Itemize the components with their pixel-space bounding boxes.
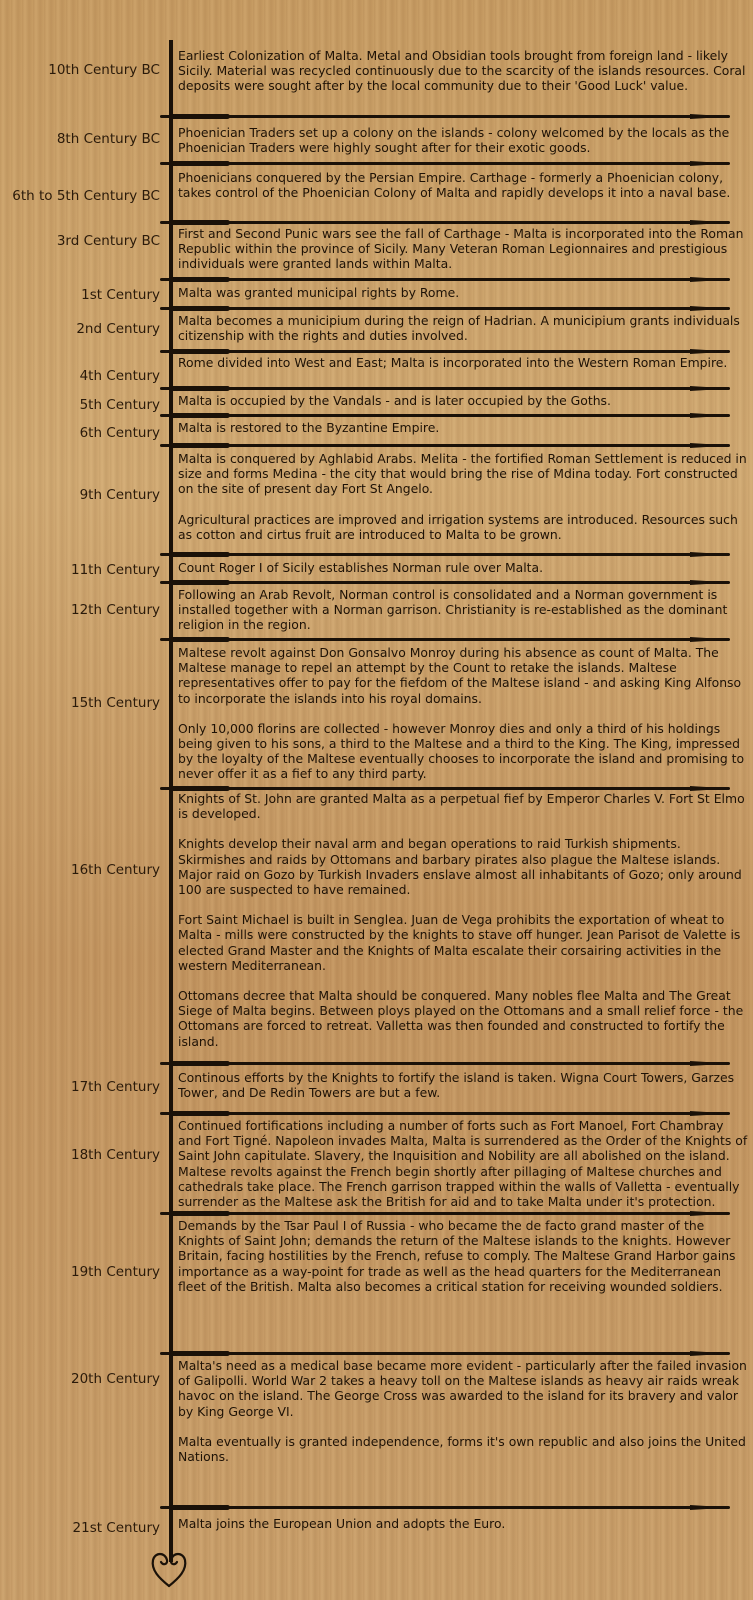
century-label: 10th Century BC — [48, 62, 160, 78]
century-label: 12th Century — [71, 602, 160, 618]
event-description — [178, 226, 750, 272]
century-label: 20th Century — [71, 1371, 160, 1387]
event-paragraph: Malta's need as a medical base became more evident - particularly after the failed invasion of Galipolli. World War 2 takes a heavy toll on the Maltese islands as heavy air raids wreak havoc on the island. The George Cross was awarded to the island for its bravery and valor by King George VI. — [178, 1358, 747, 1419]
event-description — [178, 791, 750, 1049]
event-paragraph: Earliest Colonization of Malta. Metal and Obsidian tools brought from foreign land - likely Sicily. Material was recycled continuously due to the scarcity of the islands resources. Coral deposits were sought after by the local community due to their 'Good Luck' value. — [178, 48, 746, 94]
century-label: 11th Century — [71, 562, 160, 578]
timeline-divider — [160, 1212, 730, 1215]
event-paragraph: Ottomans decree that Malta should be conquered. Many nobles flee Malta and The Great Siege of Malta begins. Between ploys played on the Ottomans and a small relief force - the Ottomans are forced to retreat. Valletta was then founded and constructed to fortify the island. — [178, 988, 744, 1049]
event-description — [178, 560, 750, 575]
event-description — [178, 1358, 750, 1464]
event-paragraph: Malta joins the European Union and adopts the Euro. — [178, 1516, 506, 1531]
timeline-divider — [160, 162, 730, 165]
event-paragraph: Malta is restored to the Byzantine Empire. — [178, 420, 440, 435]
event-description — [178, 587, 750, 633]
event-paragraph: Continous efforts by the Knights to fortify the island is taken. Wigna Court Towers, Garzes Tower, and De Redin Towers are but a few. — [178, 1070, 735, 1101]
event-description — [178, 420, 750, 435]
event-paragraph: Count Roger I of Sicily establishes Norman rule over Malta. — [178, 560, 544, 575]
event-description — [178, 645, 750, 782]
timeline-divider — [160, 444, 730, 447]
event-paragraph: Agricultural practices are improved and irrigation systems are introduced. Resources such as cotton and cirtus fruit are introduced to Malta to be grown. — [178, 511, 738, 542]
timeline-divider — [160, 221, 730, 224]
century-label: 16th Century — [71, 862, 160, 878]
event-paragraph: Malta is occupied by the Vandals - and is later occupied by the Goths. — [178, 393, 611, 408]
event-paragraph: Phoenicians conquered by the Persian Empire. Carthage - formerly a Phoenician colony, takes control of the Phoenician Colony of Malta and rapidly develops it into a naval base. — [178, 170, 731, 201]
timeline-divider — [160, 553, 730, 556]
event-paragraph: Only 10,000 florins are collected - however Monroy dies and only a third of his holdings being given to his sons, a third to the Maltese and a third to the King. The King, impressed by the loyalty of the Maltese eventually chooses to incorporate the island and promising to never offer it as a fief to any third party. — [178, 720, 745, 782]
century-label: 18th Century — [71, 1147, 160, 1163]
timeline-divider — [160, 115, 730, 118]
century-label: 4th Century — [79, 368, 160, 384]
event-description — [178, 1516, 750, 1531]
event-paragraph: Knights of St. John are granted Malta as a perpetual fief by Emperor Charles V. Fort St Elmo is developed. — [178, 791, 745, 822]
timeline-divider — [160, 1062, 730, 1065]
timeline-axis — [169, 40, 173, 1562]
event-description — [178, 393, 750, 408]
timeline-divider — [160, 278, 730, 281]
event-paragraph: Following an Arab Revolt, Norman control is consolidated and a Norman government is installed together with a Norman garrison. Christianity is re-established as the dominant religion in the region. — [178, 587, 728, 633]
timeline-divider — [160, 1112, 730, 1115]
timeline-divider — [160, 307, 730, 310]
timeline-divider — [160, 414, 730, 417]
timeline-divider — [160, 387, 730, 390]
timeline-divider — [160, 1506, 730, 1509]
event-paragraph: Knights develop their naval arm and began operations to raid Turkish shipments. Skirmishes and raids by Ottomans and barbary pirates also plague the Maltese islands. Major raid on Gozo by Turkish Invaders enslave almost all inhabitants of Gozo; only around 100 are suspected to have remained. — [178, 836, 742, 898]
event-paragraph: Continued fortifications including a number of forts such as Fort Manoel, Fort Chambray and Fort Tigné. Napoleon invades Malta, Malta is surrendered as the Order of the Knights of Saint John capitulate. Slavery, the Inquisition and Nobility are all abolished on the island. Maltese revolts against the French begin shortly after pillaging of Maltese churches and cathedrals take place. The French garrison trapped within the walls of Valletta - eventually surrender as the Maltese ask the British for aid and to take Malta under it's protection. — [178, 1118, 748, 1210]
event-description — [178, 451, 750, 542]
heart-scroll-ornament-icon — [145, 1548, 193, 1588]
century-label: 2nd Century — [76, 321, 160, 337]
timeline-divider — [160, 581, 730, 584]
event-paragraph: First and Second Punic wars see the fall of Carthage - Malta is incorporated into the Roman Republic within the province of Sicily. Many Veteran Roman Legionnaires and prestigious individuals were granted lands within Malta. — [178, 226, 744, 272]
timeline-divider — [160, 787, 730, 790]
event-paragraph: Malta becomes a municipium during the reign of Hadrian. A municipium grants individuals citizenship with the rights and duties involved. — [178, 313, 740, 344]
event-paragraph: Demands by the Tsar Paul I of Russia - who became the de facto grand master of the Knights of Saint John; demands the return of the Maltese islands to the knights. However Britain, facing hostilities by the French, refuse to comply. The Maltese Grand Harbor gains importance as a way-point for trade as well as the head quarters for the Mediterranean fleet of the British. Malta also becomes a critical station for receiving wounded soldiers. — [178, 1218, 736, 1294]
event-paragraph: Malta was granted municipal rights by Rome. — [178, 285, 460, 300]
event-paragraph: Phoenician Traders set up a colony on the islands - colony welcomed by the locals as the Phoenician Traders were highly sought after for their exotic goods. — [178, 125, 730, 156]
century-label: 15th Century — [71, 695, 160, 711]
event-description — [178, 1118, 750, 1209]
century-label: 17th Century — [71, 1079, 160, 1095]
century-label: 1st Century — [81, 287, 160, 303]
century-label: 6th Century — [79, 425, 160, 441]
century-label: 3rd Century BC — [56, 233, 160, 249]
event-paragraph: Malta eventually is granted independence, forms it's own republic and also joins the United Nations. — [178, 1433, 746, 1465]
event-paragraph: Rome divided into West and East; Malta is incorporated into the Western Roman Empire. — [178, 355, 728, 370]
century-label: 5th Century — [79, 397, 160, 413]
event-description — [178, 170, 750, 200]
event-description — [178, 355, 750, 370]
timeline-divider — [160, 1352, 730, 1355]
century-label: 21st Century — [72, 1520, 160, 1536]
event-description — [178, 313, 750, 343]
event-paragraph: Malta is conquered by Aghlabid Arabs. Melita - the fortified Roman Settlement is reduced in size and forms Medina - the city that would bring the rise of Mdina today. Fort constructed on the site of present day Fort St Angelo. — [178, 451, 747, 497]
event-paragraph: Maltese revolt against Don Gonsalvo Monroy during his absence as count of Malta. The Maltese manage to repel an attempt by the Count to retake the islands. Maltese representatives offer to pay for the fiefdom of the Maltese island - and asking King Alfonso to incorporate the islands into his royal domains. — [178, 645, 742, 706]
event-description — [178, 285, 750, 300]
event-description — [178, 1070, 750, 1100]
event-paragraph: Fort Saint Michael is built in Senglea. Juan de Vega prohibits the exportation of wheat to Malta - mills were constructed by the knights to stave off hunger. Jean Parisot de Valette is elected Grand Master and the Knights of Malta escalate their corsairing activities in the western Mediterranean. — [178, 912, 741, 973]
timeline-divider — [160, 638, 730, 641]
event-description — [178, 1218, 750, 1294]
century-label: 8th Century BC — [56, 131, 160, 147]
timeline-divider — [160, 350, 730, 353]
event-description — [178, 125, 750, 155]
century-label: 9th Century — [79, 487, 160, 503]
event-description — [178, 48, 750, 94]
century-label: 6th to 5th Century BC — [12, 188, 160, 204]
century-label: 19th Century — [71, 1264, 160, 1280]
